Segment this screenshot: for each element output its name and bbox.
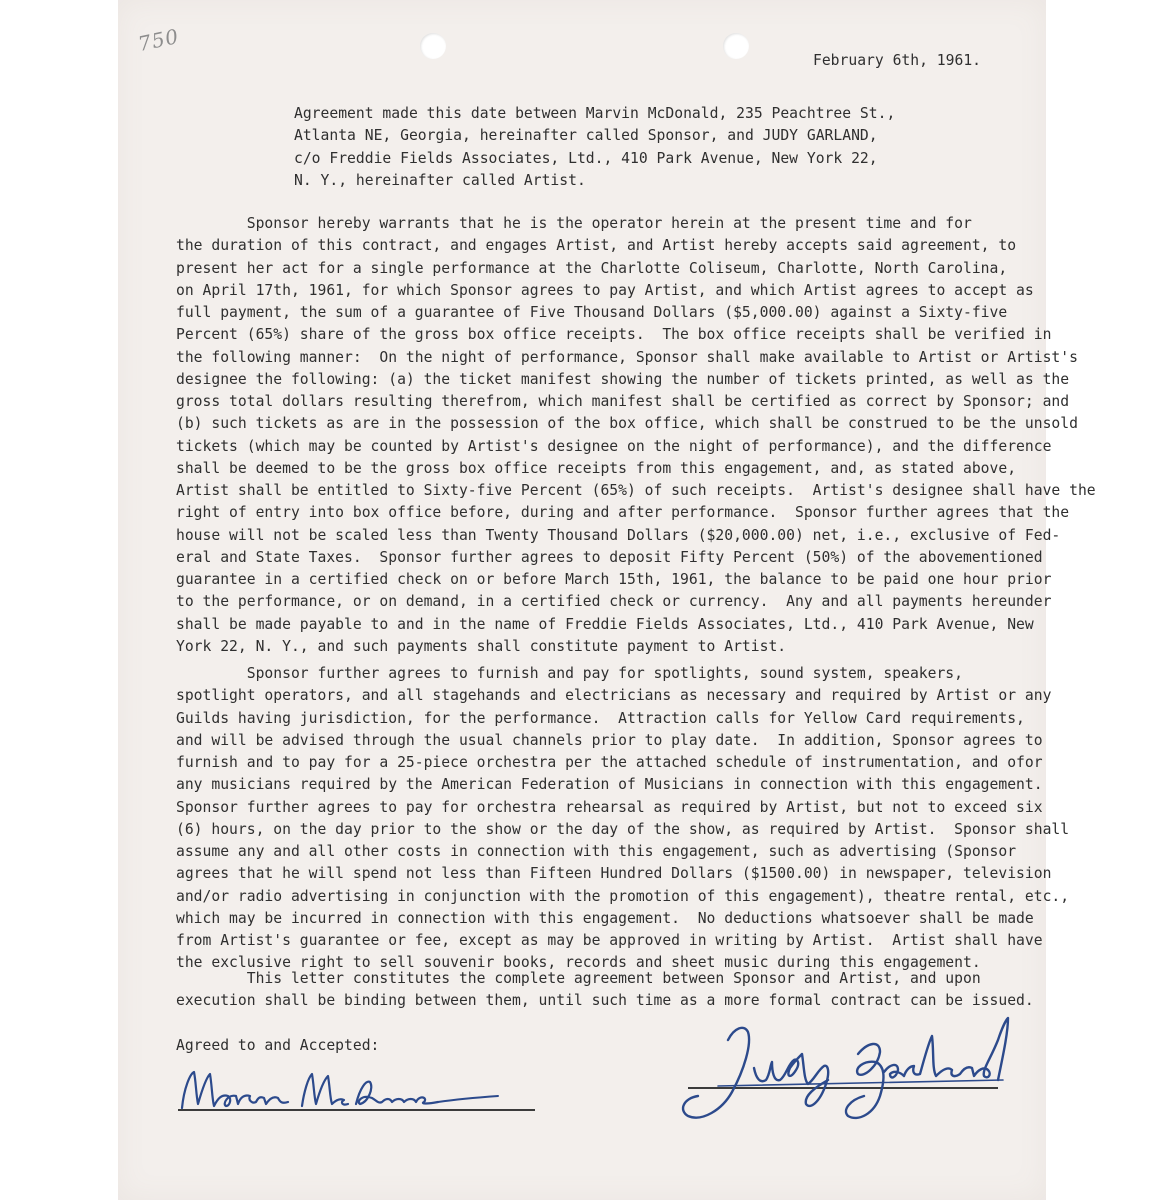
paragraph-performance-terms: Sponsor hereby warrants that he is the operator herein at the present time and for the duration of this contract, and engages Artist, and Artist hereby accepts said agreement, to present her act for a single performance at the Charlotte Coliseum, Charlotte, North Carolina, on April 17th, 1961, for which Sponsor agrees to pay Artist, and which Artist agrees to accept as full payment, the sum of a guarantee of Five Thousand Dollars ($5,000.00) against a Sixty-five Percent (65%) share of the gross box office receipts. The box office receipts shall be verified in the following manner: On the night of performance, Sponsor shall make available to Artist or Artist's designee the following: (a) the ticket manifest showing the number of tickets printed, as well as the gross total dollars resulting therefrom, which manifest shall be certified as correct by Sponsor; and (b) such tickets as are in the possession of the box office, which shall be construed to be the unsold tickets (which may be counted by Artist's designee on the night of performance), and the difference shall be deemed to be the gross box office receipts from this engagement, and, as stated above, Artist shall be entitled to Sixty-five Percent (65%) of such receipts. Artist's designee shall have the right of entry into box office before, during and after performance. Sponsor further agrees that the house will not be scaled less than Twenty Thousand Dollars ($20,000.00) net, i.e., exclusive of Fed- eral and State Taxes. Sponsor further agrees to deposit Fifty Percent (50%) of the abovementioned guarantee in a certified check on or before March 15th, 1961, the balance to be paid one hour prior to the performance, or on demand, in a certified check or currency. Any and all payments hereunder shall be made payable to and in the name of Freddie Fields Associates, Ltd., 410 Park Avenue, New York 22, N. Y., and such payments shall constitute payment to Artist. bbox=[176, 215, 1096, 655]
pencil-annotation: 750 bbox=[135, 23, 182, 57]
document-date: February 6th, 1961. bbox=[813, 52, 982, 69]
paragraph-complete-agreement: This letter constitutes the complete agreement between Sponsor and Artist, and upon execution shall be binding between them, until such time as a more formal contract can be issued. bbox=[176, 970, 1034, 1010]
contract-page bbox=[118, 0, 1096, 1200]
signature-judy-garland bbox=[658, 1000, 1018, 1130]
paragraph-sponsor-obligations: Sponsor further agrees to furnish and pay for spotlights, sound system, speakers, spotlight operators, and all stagehands and electricians as necessary and required by Artist or any Guilds having jurisdiction, for the performance. Attraction calls for Yellow Card requirements, and will be advised through the usual channels prior to play date. In addition, Sponsor agrees to furnish and to pay for a 25-piece orchestra per the attached schedule of instrumentation, and ofor any musicians required by the American Federation of Musicians in connection with this engagement. Sponsor further agrees to pay for orchestra rehearsal as required by Artist, but not to exceed six (6) hours, on the day prior to the show or the day of the show, as required by Artist. Sponsor shall assume any and all other costs in connection with this engagement, such as advertising (Sponsor agrees that he will spend not less than Fifteen Hundred Dollars ($1500.00) in newspaper, television and/or radio advertising in conjunction with the promotion of this engagement), theatre rental, etc., which may be incurred in connection with this engagement. No deductions whatsoever shall be made from Artist's guarantee or fee, except as may be approved in writing by Artist. Artist shall have the exclusive right to sell souvenir books, records and sheet music during this engagement. bbox=[176, 665, 1070, 972]
punch-hole bbox=[723, 33, 749, 59]
signature-marvin-mcdonald bbox=[176, 1058, 506, 1118]
punch-hole bbox=[420, 33, 446, 59]
agreed-accepted-label: Agreed to and Accepted: bbox=[176, 1037, 380, 1054]
paragraph-parties: Agreement made this date between Marvin McDonald, 235 Peachtree St., Atlanta NE, Georgia, hereinafter called Sponsor, and JUDY GARLAND, c/o Freddie Fields Associates, Ltd., 410 Park Avenue, New York 22, N. Y., hereinafter called Artist. bbox=[294, 105, 896, 189]
